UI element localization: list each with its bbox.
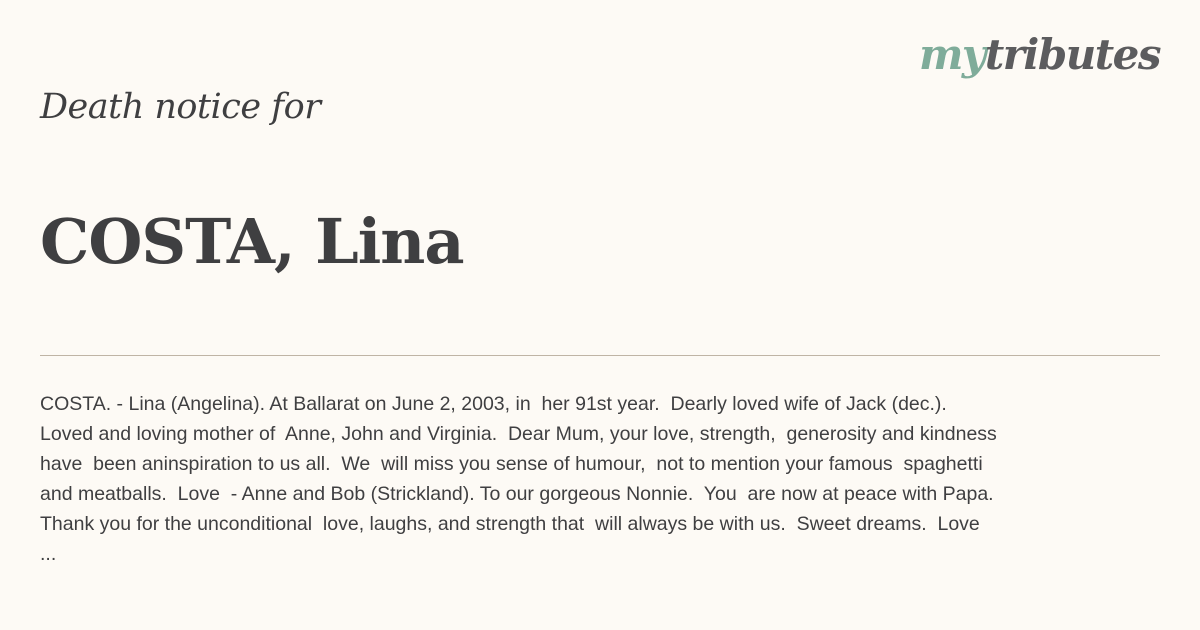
logo-prefix: my <box>918 30 985 79</box>
notice-text <box>40 389 1160 569</box>
notice-line: Thank you for the unconditional love, laughs, and strength that will always be with us. Sweet dreams. Love <box>40 513 980 535</box>
notice-line: Loved and loving mother of Anne, John and Virginia. Dear Mum, your love, strength, generosity and kindness <box>40 423 997 445</box>
mytributes-logo[interactable] <box>918 30 1160 79</box>
notice-line: COSTA. - Lina (Angelina). At Ballarat on June 2, 2003, in her 91st year. Dearly loved wife of Jack (dec.). <box>40 393 947 415</box>
divider <box>40 355 1160 356</box>
page-kicker: Death notice for <box>40 87 321 127</box>
notice-line: have been aninspiration to us all. We will miss you sense of humour, not to mention your famous spaghetti <box>40 453 983 475</box>
notice-line: and meatballs. Love - Anne and Bob (Strickland). To our gorgeous Nonnie. You are now at peace with Papa. <box>40 483 994 505</box>
deceased-name: COSTA, Lina <box>40 205 464 278</box>
logo-suffix: tributes <box>984 30 1160 79</box>
notice-ellipsis: ... <box>40 543 57 565</box>
